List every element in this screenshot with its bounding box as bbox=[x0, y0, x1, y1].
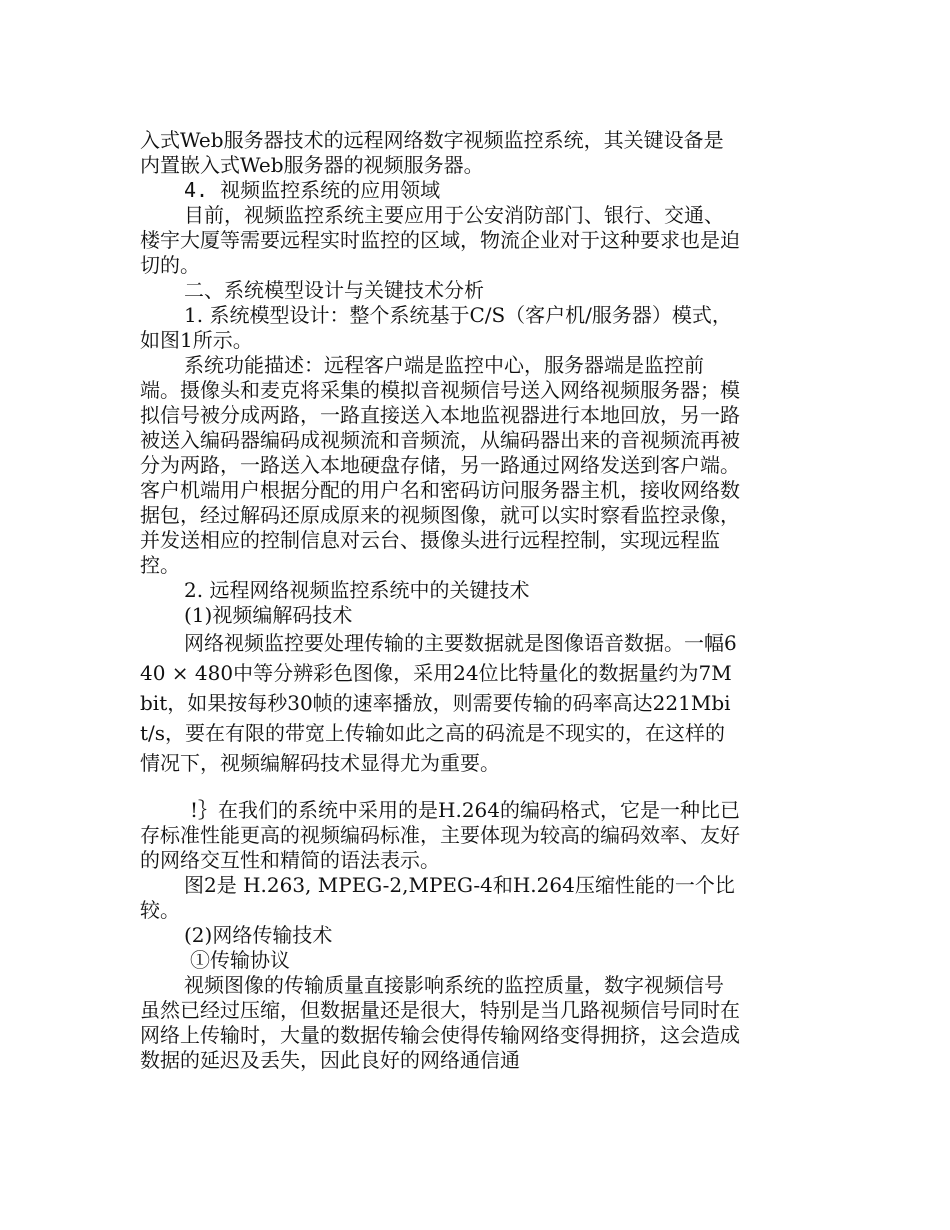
section-heading-application-fields: 4. 视频监控系统的应用领域 bbox=[184, 178, 441, 202]
paragraph-intro-continued: 入式Web服务器技术的远程网络数字视频监控系统，其关键设备是内置嵌入式Web服务器的视频服务器。 bbox=[140, 128, 724, 177]
paragraph-system-model-design: 1. 系统模型设计：整个系统基于C/S（客户机/服务器）模式，如图1所示。 bbox=[140, 303, 732, 352]
paragraph-application-fields: 目前，视频监控系统主要应用于公安消防部门、银行、交通、楼宇大厦等需要远程实时监控的区域，物流企业对于这种要求也是迫切的。 bbox=[140, 203, 740, 277]
paragraph-transmission-quality: 视频图像的传输质量直接影响系统的监控质量，数字视频信号虽然已经过压缩，但数据量还是很大，特别是当几路视频信号同时在网络上传输时，大量的数据传输会使得传输网络变得拥挤，这会造成数据的延迟及丢失，因此良好的网络通信通 bbox=[140, 973, 740, 1072]
paragraph-video-codec-data-volume: 网络视频监控要处理传输的主要数据就是图像语音数据。一幅640 × 480中等分辨彩色图像，采用24位比特量化的数据量约为7Mbit，如果按每秒30帧的速率播放，则需要传输的码率高达221Mbit/s，要在有限的带宽上传输如此之高的码流是不现实的，在这样的情况下，视频编解码技术显得尤为重要。 bbox=[140, 631, 737, 775]
document-body bbox=[140, 128, 740, 1073]
subsection-heading-video-codec: (1)视频编解码技术 bbox=[184, 603, 353, 627]
paragraph-gap bbox=[140, 778, 740, 798]
paragraph-figure-2-comparison: 图2是 H.263, MPEG-2,MPEG-4和H.264压缩性能的一个比较。 bbox=[140, 873, 735, 922]
section-heading-key-technologies: 2. 远程网络视频监控系统中的关键技术 bbox=[184, 578, 530, 602]
subsection-heading-transport-protocol: ①传输协议 bbox=[190, 948, 290, 972]
subsection-heading-network-transmission: (2)网络传输技术 bbox=[184, 923, 333, 947]
paragraph-h264-format: !｝在我们的系统中采用的是H.264的编码格式，它是一种比已存标准性能更高的视频编码标准，主要体现为较高的编码效率、友好的网络交互性和精简的语法表示。 bbox=[140, 798, 741, 872]
paragraph-system-function-description: 系统功能描述：远程客户端是监控中心，服务器端是监控前端。摄像头和麦克将采集的模拟音视频信号送入网络视频服务器；模拟信号被分成两路，一路直接送入本地监视器进行本地回放，另一路被送入编码器编码成视频流和音频流，从编码器出来的音视频流再被分为两路，一路送入本地硬盘存储，另一路通过网络发送到客户端。客户机端用户根据分配的用户名和密码访问服务器主机，接收网络数据包，经过解码还原成原来的视频图像，就可以实时察看监控录像，并发送相应的控制信息对云台、摄像头进行远程控制，实现远程监控。 bbox=[140, 353, 740, 577]
chapter-heading-system-model: 二、系统模型设计与关键技术分析 bbox=[184, 278, 484, 302]
